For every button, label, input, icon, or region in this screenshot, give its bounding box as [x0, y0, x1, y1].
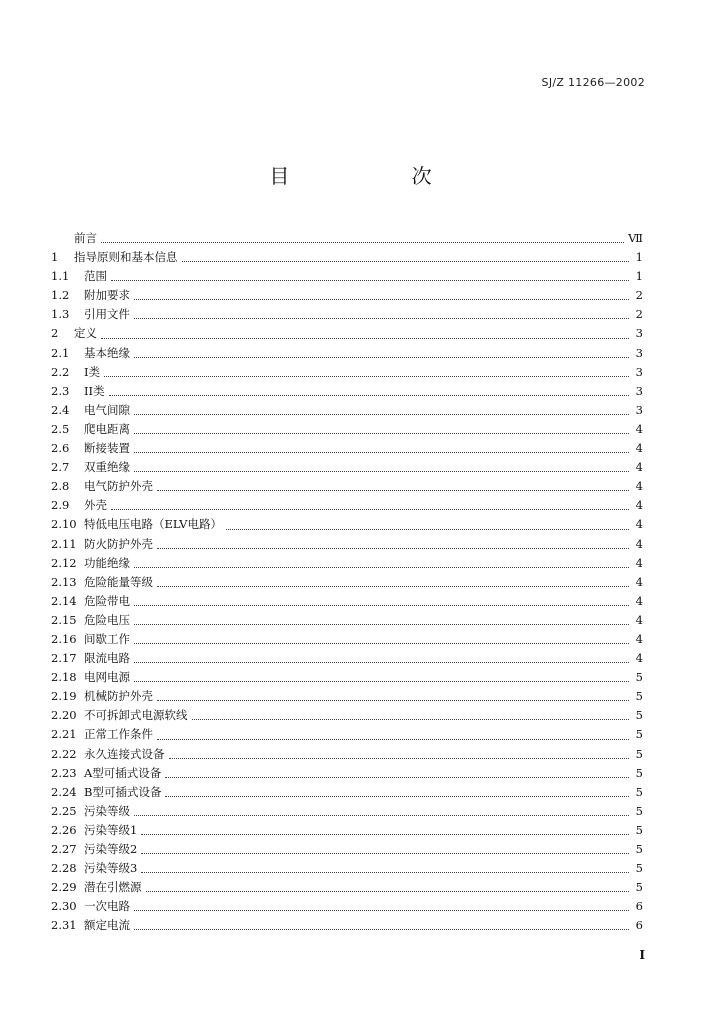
toc-entry[interactable]	[51, 439, 643, 458]
toc-entry-title: 正常工作条件	[84, 727, 153, 742]
toc-dot-leader	[165, 764, 629, 783]
toc-entry-number: 2.1	[51, 345, 70, 360]
toc-entry-title: 引用文件	[84, 307, 130, 322]
toc-entry[interactable]	[51, 821, 643, 840]
toc-entry-page: 6	[635, 918, 643, 933]
toc-dot-leader	[169, 745, 630, 764]
toc-entry-page: 3	[635, 383, 643, 398]
toc-entry-title: 电气防护外壳	[84, 479, 153, 494]
toc-entry-number: 2.22	[51, 746, 77, 761]
toc-entry-number: 2.15	[51, 612, 77, 627]
toc-entry-page: 4	[635, 536, 643, 551]
document-code: SJ/Z 11266—2002	[541, 76, 645, 89]
toc-entry-page: 5	[635, 689, 643, 704]
toc-entry-title: 爬电距离	[84, 421, 130, 436]
toc-entry-number: 2.13	[51, 574, 77, 589]
toc-entry[interactable]	[51, 802, 643, 821]
toc-entry-number: 2.31	[51, 918, 77, 933]
toc-entry-title: 机械防护外壳	[84, 689, 153, 704]
toc-dot-leader	[134, 630, 629, 649]
toc-entry[interactable]	[51, 420, 643, 439]
toc-dot-leader	[109, 382, 629, 401]
toc-entry-number: 2.17	[51, 651, 77, 666]
toc-entry-number: 2	[51, 326, 59, 341]
toc-entry[interactable]	[51, 592, 643, 611]
toc-entry-title: 基本绝缘	[84, 345, 130, 360]
toc-entry[interactable]	[51, 267, 643, 286]
toc-dot-leader	[134, 286, 629, 305]
toc-entry-number: 2.20	[51, 708, 77, 723]
toc-entry-page: 1	[635, 250, 643, 265]
toc-entry-number: 2.12	[51, 555, 77, 570]
toc-entry-page: 5	[635, 746, 643, 761]
toc-entry[interactable]	[51, 630, 643, 649]
toc-dot-leader	[134, 592, 629, 611]
toc-entry[interactable]	[51, 706, 643, 725]
toc-entry[interactable]	[51, 305, 643, 324]
toc-entry-page: 5	[635, 670, 643, 685]
toc-entry[interactable]	[51, 859, 643, 878]
toc-dot-leader	[134, 649, 629, 668]
toc-entry-title: B型可插式设备	[84, 784, 162, 799]
toc-entry-title: 间歇工作	[84, 631, 130, 646]
toc-entry[interactable]	[51, 477, 643, 496]
toc-entry-number: 2.9	[51, 498, 70, 513]
toc-entry-page: 5	[635, 765, 643, 780]
toc-dot-leader	[226, 515, 629, 534]
toc-entry[interactable]	[51, 458, 643, 477]
toc-dot-leader	[111, 496, 629, 515]
toc-entry-number: 1	[51, 250, 59, 265]
toc-entry-title: 附加要求	[84, 288, 130, 303]
toc-dot-leader	[157, 477, 629, 496]
toc-entry-page: 2	[635, 307, 643, 322]
toc-entry-page: 6	[635, 899, 643, 914]
toc-dot-leader	[134, 554, 629, 573]
toc-entry[interactable]	[51, 725, 643, 744]
toc-entry-number: 2.25	[51, 803, 77, 818]
toc-entry-number: 2.4	[51, 402, 70, 417]
toc-entry-page: Ⅶ	[628, 231, 643, 245]
toc-entry[interactable]	[51, 783, 643, 802]
toc-entry-page: 4	[635, 517, 643, 532]
toc-entry-number: 2.27	[51, 842, 77, 856]
toc-entry-title: 防火防护外壳	[84, 536, 153, 551]
toc-dot-leader	[165, 783, 629, 802]
toc-entry-page: 5	[635, 784, 643, 799]
toc-entry[interactable]	[51, 382, 643, 401]
toc-dot-leader	[101, 229, 624, 248]
toc-entry-number: 1.2	[51, 288, 70, 303]
toc-entry-page: 4	[635, 441, 643, 456]
toc-entry-number: 2.16	[51, 631, 77, 646]
toc-title: 目 次	[269, 164, 490, 188]
toc-entry[interactable]	[51, 764, 643, 783]
toc-entry-title: 不可拆卸式电源软线	[84, 708, 188, 723]
toc-entry-number: 1.1	[51, 269, 70, 284]
toc-entry[interactable]	[51, 611, 643, 630]
toc-entry-number: 2.10	[51, 517, 77, 532]
toc-entry-number: 2.7	[51, 460, 70, 475]
toc-entry[interactable]	[51, 229, 643, 248]
toc-entry[interactable]	[51, 916, 643, 935]
toc-entry-number: 2.8	[51, 479, 70, 494]
toc-dot-leader	[134, 611, 629, 630]
toc-entry-page: 4	[635, 460, 643, 475]
toc-dot-leader	[134, 668, 629, 687]
toc-dot-leader	[134, 344, 629, 363]
toc-entry-number: 2.11	[51, 536, 77, 551]
toc-dot-leader	[146, 878, 630, 897]
toc-entry[interactable]	[51, 286, 643, 305]
toc-dot-leader	[134, 401, 629, 420]
toc-entry[interactable]	[51, 401, 643, 420]
toc-dot-leader	[104, 363, 629, 382]
toc-entry-title: 潜在引燃源	[84, 880, 142, 895]
toc-dot-leader	[134, 897, 629, 916]
toc-entry-title: 外壳	[84, 498, 107, 513]
toc-entry[interactable]	[51, 496, 643, 515]
toc-dot-leader	[192, 706, 630, 725]
toc-entry-page: 3	[635, 345, 643, 360]
toc-entry-title: 危险带电	[84, 593, 130, 608]
toc-dot-leader	[141, 859, 629, 878]
toc-entry[interactable]	[51, 649, 643, 668]
toc-dot-leader	[111, 267, 629, 286]
toc-entry-number: 2.18	[51, 670, 77, 685]
toc-entry[interactable]	[51, 248, 643, 267]
toc-entry-title: 污染等级2	[84, 842, 138, 856]
toc-entry-title: A型可插式设备	[84, 765, 162, 780]
toc-entry-page: 4	[635, 631, 643, 646]
toc-dot-leader	[101, 324, 629, 343]
toc-entry-number: 2.28	[51, 861, 77, 876]
toc-dot-leader	[157, 725, 629, 744]
toc-entry-number: 2.19	[51, 689, 77, 704]
toc-entry-title: 断接装置	[84, 441, 130, 456]
toc-entry[interactable]	[51, 573, 643, 592]
toc-dot-leader	[141, 840, 629, 859]
toc-entry-title: 污染等级	[84, 803, 130, 818]
toc-entry-title: 范围	[84, 269, 107, 284]
toc-entry-title: 定义	[74, 326, 97, 341]
toc-entry-title: 污染等级1	[84, 822, 138, 837]
toc-entry[interactable]	[51, 897, 643, 916]
toc-entry-title: 指导原则和基本信息	[74, 250, 178, 265]
table-of-contents	[51, 229, 643, 935]
toc-dot-leader	[157, 535, 629, 554]
toc-entry[interactable]	[51, 535, 643, 554]
toc-dot-leader	[134, 802, 629, 821]
toc-dot-leader	[134, 916, 629, 935]
toc-entry-page: 5	[635, 842, 643, 856]
toc-entry-title: 电网电源	[84, 670, 130, 685]
toc-entry[interactable]	[51, 687, 643, 706]
toc-entry-title: 功能绝缘	[84, 555, 130, 570]
toc-dot-leader	[134, 439, 629, 458]
toc-entry-page: 4	[635, 651, 643, 666]
toc-entry-page: 3	[635, 402, 643, 417]
toc-entry-number: 2.3	[51, 383, 70, 398]
toc-entry[interactable]	[51, 363, 643, 382]
toc-entry-page: 5	[635, 880, 643, 895]
toc-entry-title: 限流电路	[84, 651, 130, 666]
toc-entry-number: 2.30	[51, 899, 77, 914]
toc-entry-number: 2.26	[51, 822, 77, 837]
toc-entry[interactable]	[51, 668, 643, 687]
toc-entry-title: 前言	[74, 231, 97, 245]
toc-entry-number: 2.21	[51, 727, 77, 742]
toc-dot-leader	[157, 573, 629, 592]
toc-entry-page: 4	[635, 555, 643, 570]
toc-entry-number: 2.23	[51, 765, 77, 780]
toc-entry[interactable]	[51, 878, 643, 897]
toc-entry-page: 5	[635, 727, 643, 742]
toc-entry-page: 5	[635, 822, 643, 837]
toc-entry-number: 2.2	[51, 364, 70, 379]
toc-entry[interactable]	[51, 344, 643, 363]
toc-entry-page: 5	[635, 861, 643, 876]
toc-entry-page: 4	[635, 593, 643, 608]
toc-entry-title: 永久连接式设备	[84, 746, 165, 761]
toc-dot-leader	[134, 458, 629, 477]
toc-entry-page: 2	[635, 288, 643, 303]
toc-dot-leader	[141, 821, 629, 840]
toc-entry-title: 危险能量等级	[84, 574, 153, 589]
toc-entry-page: 4	[635, 421, 643, 436]
toc-entry-title: 一次电路	[84, 899, 130, 914]
toc-entry-title: 电气间隙	[84, 402, 130, 417]
toc-entry-page: 5	[635, 708, 643, 723]
toc-entry-page: 3	[635, 364, 643, 379]
toc-dot-leader	[182, 248, 630, 267]
toc-entry-page: 4	[635, 612, 643, 627]
toc-entry-page: 4	[635, 574, 643, 589]
toc-dot-leader	[134, 305, 629, 324]
toc-entry-number: 2.5	[51, 421, 70, 436]
toc-entry-number: 2.6	[51, 441, 70, 456]
toc-entry-title: 双重绝缘	[84, 460, 130, 475]
toc-entry-title: I类	[84, 364, 101, 379]
toc-entry[interactable]	[51, 745, 643, 764]
toc-entry-page: 4	[635, 479, 643, 494]
toc-entry-title: 危险电压	[84, 612, 130, 627]
toc-entry-page: 4	[635, 498, 643, 513]
toc-entry-number: 2.14	[51, 593, 77, 608]
toc-entry[interactable]	[51, 554, 643, 573]
toc-entry-page: 1	[635, 269, 643, 284]
toc-entry-number: 1.3	[51, 307, 70, 322]
toc-dot-leader	[157, 687, 629, 706]
toc-entry-number: 2.24	[51, 784, 77, 799]
page-number: I	[639, 948, 645, 962]
toc-entry[interactable]	[51, 515, 643, 534]
toc-entry-title: 特低电压电路（ELV电路）	[84, 517, 222, 532]
toc-entry-title: 污染等级3	[84, 861, 138, 876]
toc-entry[interactable]	[51, 840, 643, 859]
toc-entry-page: 3	[635, 326, 643, 341]
toc-entry-title: 额定电流	[84, 918, 130, 933]
toc-entry-number: 2.29	[51, 880, 77, 895]
toc-dot-leader	[134, 420, 629, 439]
toc-entry[interactable]	[51, 324, 643, 343]
toc-entry-page: 5	[635, 803, 643, 818]
toc-entry-title: II类	[84, 383, 105, 398]
